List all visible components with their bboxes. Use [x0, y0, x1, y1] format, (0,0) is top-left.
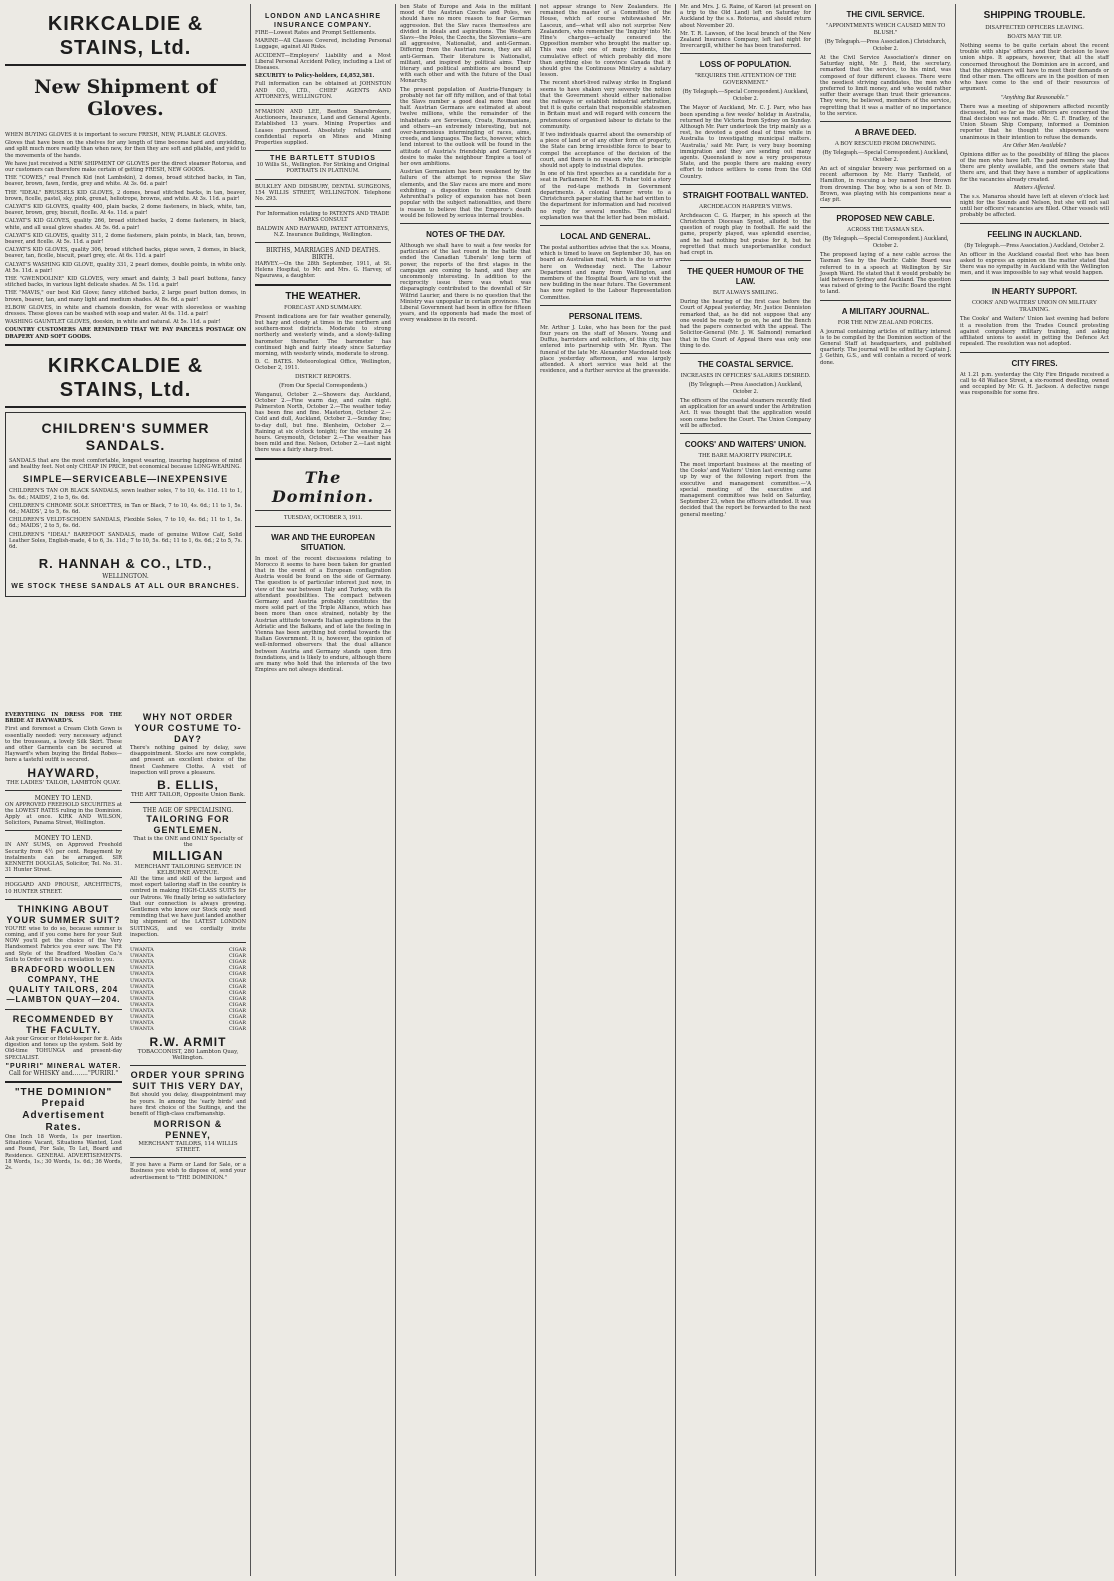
hannah-title: R. HANNAH & CO., LTD., — [38, 556, 213, 572]
law-head: THE QUEER HUMOUR OF THE LAW. — [687, 267, 804, 287]
hoggard-ad: HOGGARD AND PROUSE, ARCHITECTS, 10 HUNTER STREET. — [5, 882, 122, 895]
puriri-line: "PURIRI" MINERAL WATER. — [5, 1062, 122, 1070]
war-head: WAR AND THE EUROPEAN SITUATION. — [271, 532, 375, 552]
civil-body: At the Civil Service Association's dinner on Saturday night, Mr. J. Reid, the secretary, remarked that the service, to his mind, was composed of four different classes. There were the neediest striving candidates, the men who preferred to limit money, and who would rather suffer their average than trust their grievances. They were, he believed, members of the service, regretting that it was a matter of no importance to the service. — [820, 55, 951, 117]
shipping-sub-2: BOATS MAY TIE UP. — [1007, 34, 1062, 40]
sandal-item: CHILDREN'S VELDT-SCHOEN SANDALS, Flexible Soles, 7 to 10, 4s. 6d.; 11 to 1, 5s. 6d.; MAIDS', 2 to 5, 6s. 6d. — [9, 517, 242, 530]
money-body: ON APPROVED FREEHOLD SECURITIES at the LOWEST RATES ruling in the Dominion. Apply at once. KIRK AND WILSON, Solicitors, Panama Street, Wellington. — [5, 801, 122, 827]
armit-name: R.W. ARMIT — [149, 1035, 227, 1050]
morrison-sub: MERCHANT TAILORS, 114 WILLIS STREET. — [138, 1141, 238, 1154]
civil-head: THE CIVIL SERVICE. — [846, 10, 925, 19]
shipping-sub: DISAFFECTED OFFICERS LEAVING. — [985, 25, 1084, 31]
journal-body: A journal containing articles of military interest is to be compiled by the Dominion section of the General Staff at headquarters, and published quarterly. The journal will be edited by Captain J. J. Gethin, G.S., and will contain a record of work done. — [820, 328, 951, 366]
law-sub: BUT ALWAYS SMILING. — [712, 290, 779, 297]
article-text: not appear strange to New Zealanders. He remained the master of a Committee of the House, which of course whitewashed Mr. Lasceux, and—what will also not surprise New Zealanders, who remember the 'Inquiry' into Mr. Hine's charges—actually censured the Opposition member who brought the matter up. This was only one of many incidents, the cumulative effect of which probably did more than anything else to convince Canada that it should give the Continuous Ministry a salutary lesson. — [540, 4, 671, 79]
column-rule — [395, 4, 396, 1576]
cigar-brand: UWANTA — [130, 983, 154, 990]
personal-head: PERSONAL ITEMS. — [568, 311, 643, 321]
glove-item: CALYAT'S KID GLOVES, quality 400, plain backs, 2 dome fasteners, in black, white, tan, beaver, brown, grey, biscuit, ficelle. At 4s. 11d. a pair! — [5, 204, 246, 217]
cigar-brand: UWANTA — [130, 971, 154, 978]
weather-body: Present indications are for fair weather generally, but hazy and cloudy at times in the northern and southern-most districts. Moderate to strong northerly and westerly winds, and a slowly-falling barometer thereafter. The barometer has continued high and fairly steady since Saturday morning, with westerly winds, moderate to strong. — [255, 313, 391, 357]
local-head: LOCAL AND GENERAL. — [560, 231, 651, 241]
men-body: Opinions differ as to the possibility of filling the places of the men who have left. The paid members say that there are plenty available, and the owners state that there are, and that they have a number of applications for the vacancies already created. — [960, 151, 1109, 183]
men-head: Are Other Men Available? — [1002, 142, 1067, 149]
article-text: ben State of Europe and Asia in the militant mood of the Austrian Czechs and Poles, we should have no more reason to fear German aggression. But the Slav races themselves are divided in ideals and aspirations. The Western Slavs—the Poles, the Czechs, the Slovenians—are all aggressive, Nationalist, and anti-German. Differing from the Austrian races, they are all anti-German. Their literature is Nationalist, militant, and inspired by political aims. Their literary and political ambitions are bound up with each other and with the future of the Dual Monarchy. — [400, 4, 531, 85]
patents-firm: BALDWIN AND RAYWARD, PATENT ATTORNEYS, N.Z. Insurance Buildings, Wellington. — [256, 225, 390, 238]
special-head: THE AGE OF SPECIALISING. — [142, 807, 234, 815]
dominion-head: "THE DOMINION" — [14, 1086, 113, 1098]
tailoring-head: TAILORING FOR GENTLEMEN. — [146, 814, 230, 836]
local-body: The postal authorities advise that the s.s. Moana, which is timed to leave on September 30, has on board an Australian mail, which is due to arrive here on Wednesday next. The Labour Department and many from Wellington, and members of the Hospital Board, are to visit the new building in the near future. The Government has now replied to the Labour Representation Committee. — [540, 244, 671, 301]
cigar-label: CIGAR — [228, 983, 246, 990]
cigar-label: CIGAR — [228, 1026, 246, 1033]
cigar-label: CIGAR — [228, 989, 246, 996]
brave-sub: A BOY RESCUED FROM DROWNING. — [834, 141, 937, 148]
column-4 — [537, 4, 674, 1578]
gloves-title: New Shipment of Gloves. — [34, 76, 217, 120]
feeling-byline: (By Telegraph.—Press Association.) Auckland, October 2. — [964, 242, 1105, 249]
cable-head: PROPOSED NEW CABLE. — [836, 214, 935, 224]
patents-head: For Information relating to PATENTS AND TRADE MARKS CONSULT — [256, 211, 390, 224]
football-body: Archdeacon C. G. Harper, in his speech at the Christchurch Diocesan Synod, alluded to the question of rough play in football. He said the game, properly played, was splendid exercise, and he had nothing but praise for it, but he regretted that much unsportsmanlike conduct had crept in. — [680, 212, 811, 257]
civil-byline: (By Telegraph.—Press Association.) Christchurch, October 2. — [824, 39, 947, 52]
brave-body: An act of singular bravery was performed on a recent afternoon by Mr. Harry Tanfield, of Hamilton, in rescuing a boy named Ivor Brown from drowning. The boy, who is a son of Mr. D. Brown, was playing with his companions near a clay pit. — [820, 166, 951, 204]
dental-ad: BULKLEY AND DIDSBURY, DENTAL SURGEONS, 154 WILLIS STREET, WELLINGTON. Telephone No. 293. — [255, 183, 391, 203]
cigar-brand: UWANTA — [130, 959, 154, 966]
sandal-item: CHILDREN'S CHROME SOLE SHOETTES, in Tan or Black, 7 to 10, 4s. 6d.; 11 to 1, 5s. 6d.; MAIDS', 2 to 5, 6s. 6d. — [9, 502, 242, 515]
ellis-sub: THE ART TAILOR, Opposite Union Bank. — [130, 792, 246, 799]
cigar-brand: UWANTA — [130, 977, 154, 984]
district-sub: (From Our Special Correspondents.) — [279, 382, 367, 389]
hayward-body: First and foremost a Cream Cloth Gown is essentially needed: very necessary adjunct to the trousseau, a lovely Silk Skirt. These and other Garments can be secured at Hayward's when buying the Bridal Robes—here a tasteful outfit is secured. — [5, 726, 122, 764]
weather-head: THE WEATHER. — [285, 290, 361, 302]
column-rule — [250, 4, 251, 1576]
cigar-label: CIGAR — [228, 1020, 246, 1027]
pop-sub: "REQUIRES THE ATTENTION OF THE GOVERNMENT." — [694, 73, 797, 87]
cigar-label: CIGAR — [228, 995, 246, 1002]
article-text: Austrian Germanism has been weakened by the failure of the attempt to repress the Slav elements, and the Slav races are more and more exhibiting a disposition to combine. Count Aehrenthal's policy of expansion has not been popular with the subject nationalities, and there is reason to believe that the Emperor's death would be followed by serious internal troubles. — [400, 169, 531, 219]
money-head: MONEY TO LEND. — [34, 835, 93, 843]
article-text: The present population of Austria-Hungary is probably not far off fifty million, and of that total the Slavs number a good deal more than one half. Austrian Germans are estimated at about twelve millions, while the remainder of the inhabitants are Serovians, Croats, Roumanians, and others—an extremely interesting, but not over-harmonious intermingling of races, aims, creeds, and languages. The facts, however, which lend interest to the outlook will be found in the attitude of Austria's friendship and Germany's desire to make the neighbour Empire a tool of her own ambitions. — [400, 86, 531, 168]
rates-body: One Inch 18 Words, 1s per insertion. Situations Vacant, Situations Wanted, Lost and Found, For Sale, To Let, Board and Residence. GENERAL ADVERTISEMENTS. 18 Words, 1s.; 30 Words, 1s. 6d.; 36 Words, 2s. — [5, 1133, 122, 1171]
hannah-place: WELLINGTON. — [102, 573, 149, 581]
insurance-head: LONDON AND LANCASHIRE INSURANCE COMPANY. — [264, 13, 382, 29]
cigar-brand: UWANTA — [130, 947, 154, 954]
cigar-label: CIGAR — [228, 965, 246, 972]
article-text: In one of his first speeches as a candidate for a seat in Parliament Mr. F. M. B. Fisher told a story of the red-tape methods in Government departments. A colonial farmer wrote to a Christchurch paper stating that he had written to the department for information and had received no reply for several months. The official explanation was that the letter had been mislaid. — [540, 171, 671, 221]
mahon-ad: M'MAHON AND LEE, Beetton Sharebrokers, Auctioneers, Insurance, Land and General Agents. Established 13 years. Mining Properties and Leases purchased. Absolutely reliable and confidential reports on Mines and Mining Properties supplied. — [255, 109, 391, 147]
sandals-slogan: SIMPLE—SERVICEABLE—INEXPENSIVE — [22, 474, 229, 485]
milligan-body: All the time and skill of the largest and most expert tailoring staff in the country is centred in making HIGH-CLASS SUITS for our Patrons. We finally bring so satisfactory that our connection is always growing. Gentlemen who know our Stock only need reminding that we have just landed another big shipment of the LATEST LONDON SUITINGS, and we cordially invite inspection. — [130, 876, 246, 938]
gloves-para: We have just received a NEW SHIPMENT OF GLOVES per the direct steamer Rotorua, and our customers can therefore make certain of getting FRESH, NEW GOODS. — [5, 160, 246, 174]
milligan-sub: MERCHANT TAILORING SERVICE IN KELBURNE AVENUE. — [134, 864, 242, 877]
football-sub: ARCHDEACON HARPER'S VIEWS. — [698, 203, 793, 210]
matters-body: The s.s. Manaroa should have left at eleven o'clock last night for the Sounds and Nelson, but she will not sail until her officers' vacancies are filled. Other vessels will probably be affected. — [960, 193, 1109, 219]
gloves-para: Gloves that have been on the shelves for any length of time become hard and unyielding, and split much more readily than when new, for then they are soft and pliable, and yield to the movements of the hands. — [5, 140, 246, 159]
cooks-head: COOKS' AND WAITERS' UNION. — [684, 439, 807, 449]
glove-item: CALYAT'S WASHING KID GLOVE, quality 331, 2 pearl domes, double points, in white only. At 5s. 11d. a pair! — [5, 261, 246, 274]
kirkcaldie-title: KIRKCALDIE & STAINS, Ltd. — [47, 13, 204, 59]
glove-item: WASHING GAUNTLET GLOVES, doeskin, in white and natural. At 5s. 11d. a pair! — [5, 319, 221, 326]
insurance-footer: Full information can be obtained at JOHNSTON AND CO., LTD., CHIEF AGENTS AND ATTORNEYS, WELLINGTON. — [255, 81, 391, 100]
journal-sub: FOR THE NEW ZEALAND FORCES. — [837, 319, 934, 326]
morrison-name: MORRISON & PENNEY, — [153, 1119, 223, 1141]
fires-head: CITY FIRES. — [1011, 358, 1058, 368]
law-body: During the hearing of the first case before the Court of Appeal yesterday, Mr. Justice Denniston remarked that, as he did not suppose that any one would be ready to go on, he and the Bench had the papers connected with the appeal. The Solicitor-General (Mr. J. W. Salmond) remarked that in the Court of Appeal there was only one thing to do. — [680, 299, 811, 349]
cigar-brand: UWANTA — [130, 1026, 154, 1033]
weather-sub: FORECAST AND SUMMARY. — [284, 304, 362, 311]
kirkcaldie-title-2: KIRKCALDIE & STAINS, Ltd. — [47, 354, 204, 401]
ellis-name: B. ELLIS, — [157, 778, 219, 793]
hannah-note: WE STOCK THESE SANDALS AT ALL OUR BRANCHES. — [11, 583, 240, 591]
prepaid-head: Prepaid Advertisement Rates. — [22, 1097, 105, 1133]
insurance-line: ACCIDENT—Employers' Liability and a Most Liberal Personal Accident Policy, including a List of Diseases. — [255, 52, 391, 72]
cigar-brand: UWANTA — [130, 1020, 154, 1027]
feeling-head: FEELING IN AUCKLAND. — [987, 229, 1082, 239]
sandal-item: CHILDREN'S TAN OR BLACK SANDALS, sewn leather soles, 7 to 10, 4s. 11d. 11 to 1, 5s. 6d.; MAIDS', 2 to 5, 6s. 6d. — [9, 488, 242, 501]
spring-head: ORDER YOUR SPRING SUIT THIS VERY DAY, — [130, 1070, 246, 1092]
column-3 — [397, 4, 534, 1578]
small-ads-left — [2, 712, 125, 1576]
bmd-head: BIRTHS, MARRIAGES AND DEATHS. — [265, 247, 381, 255]
glove-item: CALYAT'S KID GLOVES, quality 311, 2 dome fasteners, plain points, in black, tan, brown, beaver, and ficelle. At 5s. 11d. a pair! — [5, 232, 246, 246]
cigar-ad — [130, 947, 246, 1032]
glove-item: ELBOW GLOVES, in white and chamois doeskin, for wear with sleeveless or washing dresses. These gloves can be washed with soap and water. At 6s. 11d. a pair! — [5, 304, 246, 318]
notes-head: NOTES OF THE DAY. — [426, 229, 505, 239]
football-head: STRAIGHT FOOTBALL WANTED. — [682, 190, 809, 200]
cooks-sub: THE BARE MAJORITY PRINCIPLE. — [698, 452, 793, 459]
support-head: IN HEARTY SUPPORT. — [991, 287, 1078, 297]
puriri-call: Call for WHISKY and........"PURIRI." — [8, 1069, 119, 1077]
support-sub: COOKS' AND WAITERS' UNION ON MILITARY TRAINING. — [971, 300, 1098, 314]
fires-body: At 1.21 p.m. yesterday the City Fire Brigade received a call to 48 Wallace Street, a six-roomed dwelling, owned and occupied by Mr. G. H. Jackson. A defective range was responsible for some fire. — [960, 371, 1109, 397]
article-text: Mr. and Mrs. J. G. Raine, of Karori (at present on a trip to the Old Land) left on Saturday for Auckland by the s.s. Rotorua, and should return about November 20. — [680, 4, 811, 29]
cable-body: The proposed laying of a new cable across the Tasman Sea by the Pacific Cable Board was referred to in a speech at Wellington by Sir Joseph Ward. He stated that it would probably be laid between Sydney and Auckland. The question was raised of giving to the Pacific Board the right to land. — [820, 252, 951, 296]
coastal-head: THE COASTAL SERVICE. — [697, 359, 794, 369]
bartlett-head: THE BARTLETT STUDIOS — [270, 155, 376, 163]
sandals-title: SANDALS. — [85, 436, 166, 453]
farm-note: If you have a Farm or Land for Sale, or a Business you wish to dispose of, send your advertisement to "THE DOMINION." — [130, 1162, 246, 1181]
notes-body: Although we shall have to wait a few weeks for particulars of the last round in the battle that ended the Canadian 'Liberals' long term of power, the reports of the first stages in the campaign are coming to hand, and they are uncommonly interesting. In addition to the reciprocity issue there was what was disparagingly contributed to the downfall of Sir Wilfrid Laurier, and there is no question that the Ministry was unpopular in certain provinces. The Liberal Government had been in office for fifteen years, and its opponents had made the most of every weakness in its record. — [400, 242, 531, 324]
matters-head: Matters Affected. — [1013, 184, 1056, 191]
column-7 — [957, 4, 1112, 1578]
cable-byline: (By Telegraph.—Special Correspondent.) Auckland, October 2. — [822, 236, 949, 250]
dateline: TUESDAY, OCTOBER 3, 1911. — [283, 514, 363, 521]
sandals-intro: SANDALS that are the most comfortable, longest wearing, insuring happiness of mind and healthy feet. Not only CHEAP IN PRICE, but economical because LONG-WEARING. — [9, 457, 242, 471]
brave-byline: (By Telegraph.—Special Correspondent.) Auckland, October 2. — [822, 150, 949, 164]
coastal-body: The officers of the coastal steamers recently filed an application for an award under the Arbitration Act. It was thought that the application would soon come before the Court. The Union Company will be affected. — [680, 397, 811, 429]
personal-body: Mr. Arthur J. Luke, who has been for the past four years on the staff of Messrs. Young and Duffus, barristers and solicitors, of this city, has entered into partnership with Mr. Ryan. The funeral of the late Mr. Alexander Macdonald took place yesterday afternoon, and was largely attended. A short service was held at the residence, and a further service at the graveside. — [540, 324, 671, 375]
glove-item: CALYAT'S KID GLOVES, quality 266, broad stitched backs, 2 dome fasteners, in black, white, and all usual glove shades. At 5s. 6d. a pair! — [5, 218, 246, 231]
milligan-intro: That is the ONE and ONLY Specialty of the — [133, 836, 243, 849]
cable-sub: ACROSS THE TASMAN SEA. — [847, 227, 924, 234]
column-rule — [955, 4, 956, 1576]
article-text: If two individuals quarrel about the ownership of a piece of land or of any other form of property, the State can bring irresistible force to bear to compel the acceptance of the decision of the court, and there is no reason why the principle should not apply to industrial disputes. — [540, 132, 671, 170]
sandals-title: CHILDREN'S SUMMER — [41, 419, 210, 436]
district-body: Wanganui, October 2.—Showers day. Auckland, October 2.—Fine warm day, and calm night. Palmerston North, October 2.—The weather today has been fine and fine. Masterton, October 2.—Cold and dull, Auckland, October 2.—Sunday fine; to-day dull, but fine. Blenheim, October 2.—Raining at six o'clock tonight; for the ensuing 24 hours. Greymouth, October 2.—The weather has been mild and fine. Nelson, October 2.—Last night there was a fairly sharp frost. — [255, 391, 391, 454]
pop-byline: (By Telegraph.—Special Correspondent.) Auckland, October 2. — [682, 89, 809, 103]
sandals-ad — [5, 412, 246, 597]
money-body: IN ANY SUMS, on Approved Freehold Security from 4½ per cent. Repayment by instalments can be arranged. SIR KENNETH DOUGLAS, Solicitor, Tel. No. 31. 31 Hunter Street. — [5, 842, 122, 874]
coastal-sub: INCREASES IN OFFICERS' SALARIES DESIRED. — [680, 372, 811, 379]
cigar-label: CIGAR — [228, 959, 246, 966]
anything-head: "Anything But Reasonable." — [1000, 94, 1069, 101]
cigar-label: CIGAR — [228, 1007, 246, 1014]
district-head: DISTRICT REPORTS. — [295, 373, 351, 380]
column-6 — [817, 4, 954, 1578]
gloves-intro: WHEN BUYING GLOVES it is important to secure FRESH, NEW, PLIABLE GLOVES. — [5, 132, 227, 138]
war-body: In most of the recent discussions relating to Morocco it seems to have been taken for granted that in the event of a European conflagration Austria would be found on the side of Germany. The question is of particular interest just now, in view of the war between Italy and Turkey, with its attendant possibilities. The compact between Germany and Austria probably constitutes the more solid part of the Triple Alliance, which has been more than once strained, notably by the Austrian attitude towards Italian aspirations in the Adriatic and the Balkans, and of late the feeling in Vienna has been anything but cordial towards the Italian Government. It is, however, the opinion of well-informed observers that the dual alliance between Austria and Germany stands upon firm foundations, and is likely to endure, although there are many who hold that the interests of the two Empires are not always identical. — [255, 555, 391, 674]
weather-sig: D. C. BATES. Meteorological Office, Wellington, October 2, 1911. — [255, 359, 391, 372]
glove-item: THE "MAVIS," our best Kid Glove; fancy stitched backs, 2 large pearl button domes, in brown, beaver, tan, and many light and medium shades. At 8s. 6d. a pair! — [5, 290, 246, 303]
insurance-line: SECURITY to Policy-holders, £4,852,381. — [255, 73, 375, 80]
anything-body: There was a meeting of shipowners affected recently discussed, but so far as the officers are concerned the final decision was not made. Mr. C. F. Bradley, of the Union Steam Ship Company, informed a Dominion reporter that he thought the shipowners were unanimous in their intention to refuse the demands. — [960, 103, 1109, 141]
costume-body: There's nothing gained by delay, save disappointment. Stocks are now complete, and present an excellent choice of the finest Cashmere Cloths. A visit of inspection will prove a pleasure. — [130, 745, 246, 776]
pop-head: LOSS OF POPULATION. — [699, 60, 792, 70]
costume-head: WHY NOT ORDER YOUR COSTUME TO-DAY? — [134, 712, 242, 744]
cigar-label: CIGAR — [228, 1001, 246, 1008]
civil-sub: "APPOINTMENTS WHICH CAUSED MEN TO BLUSH." — [825, 23, 946, 36]
hayward-sub: THE LADIES' TAILOR, LAMBTON QUAY. — [6, 779, 121, 786]
cigar-brand: UWANTA — [130, 1001, 154, 1008]
cigar-label: CIGAR — [228, 977, 246, 984]
coastal-byline: (By Telegraph.—Press Association.) Auckland, October 2. — [688, 381, 803, 395]
glove-item: THE "GWENDOLINE" KID GLOVES, very smart and dainty, 3 ball pearl buttons, fancy stitched backs, in various light delicate shades. At 5s. 11d. a pair! — [5, 276, 246, 289]
cigar-label: CIGAR — [228, 947, 246, 954]
column-rule — [675, 4, 676, 1576]
shipping-body: Nothing seems to be quite certain about the recent trouble with ships' officers and their decision to leave union ships. It appears, however, that all the staff concerned throughout the Dominion are in accord, and that the shipowners will have to meet their demands or find other men. The officers are in the position of men who have come to the end of their resources of argument. — [960, 43, 1109, 93]
insurance-line: FIRE—Lowest Rates and Prompt Settlements. — [255, 30, 377, 36]
article-text: The recent short-lived railway strike in England seems to have shaken very severely the notion that the Government should either nationalise the railways or establish industrial arbitration, but it is quite certain that responsible statesmen in Britain must and will regard with concern the pretensions of organised labour to dictate to the community. — [540, 80, 671, 130]
cigar-brand: UWANTA — [130, 995, 154, 1002]
cigar-label: CIGAR — [228, 1014, 246, 1021]
country-note: COUNTRY CUSTOMERS ARE REMINDED THAT WE PAY PARCELS POSTAGE ON DRAPERY AND SOFT GOODS. — [5, 327, 246, 340]
milligan-name: MILLIGAN — [152, 848, 224, 864]
bradford-ad: BRADFORD WOOLLEN COMPANY, THE QUALITY TAILORS, 204—LAMBTON QUAY—204. — [6, 965, 121, 1005]
feeling-body: An officer in the Auckland coastal fleet who has been asked to express an opinion on the matter stated that there was no sympathy in Auckland with the Wellington men, and it was impossible to say what would happen. — [960, 251, 1109, 277]
insurance-line: MARINE—All Classes Covered, including Personal Luggage, against All Risks. — [255, 38, 391, 51]
money-head: MONEY TO LEND. — [34, 794, 93, 802]
glove-item: THE "COWES," real French Kid (not Lambskin), 2 domes, broad stitched backs, in Tan, beaver, brown, fawn, ferdie, grey and white. At 3s. 6d. a pair! — [5, 175, 246, 188]
summer-head: THINKING ABOUT YOUR SUMMER SUIT? — [6, 903, 121, 925]
birth-head: BIRTH. — [311, 254, 335, 262]
brave-head: A BRAVE DEED. — [854, 128, 917, 138]
column-2 — [252, 4, 394, 1578]
birth-body: HARVEY.—On the 28th September, 1911, at St. Helens Hospital, to Mr. and Mrs. G. Harvey, of Ngaurawa, a daughter. — [255, 261, 391, 280]
armit-sub: TOBACCONIST, 280 Lambton Quay, Wellington. — [137, 1049, 239, 1062]
glove-item: CALYAT'S KID GLOVES, quality 306, broad stitched backs, pique sewn, 2 domes, in black, beaver, tan, ficelle, biscuit, pearl grey, etc. At 6s. 11d. a pair! — [5, 247, 246, 260]
hayward-name: HAYWARD, — [27, 765, 100, 780]
spring-body: But should you delay, disappointment may be yours. In among the 'early birds' and have first choice of the Suitings, and the benefit of High-class craftsmanship. — [130, 1092, 246, 1117]
shipping-head: SHIPPING TROUBLE. — [983, 10, 1086, 21]
journal-head: A MILITARY JOURNAL. — [841, 306, 930, 316]
kirkcaldie-ads — [2, 4, 249, 709]
glove-list — [5, 175, 246, 325]
hayward-intro: EVERYTHING IN DRESS FOR THE BRIDE AT HAYWARD'S. — [5, 712, 122, 725]
bartlett-body: 10 Willis St., Wellington. For Striking and Original PORTRAITS IN PLATINUM. — [256, 162, 390, 175]
summer-body: YOU'RE wise to do so, because summer is coming, and if you come here for your Suit NOW you'll get the choice of the Very Handsomest Fabrics you ever saw. The Fit and Style of the Bradford Woollen Co.'s Suits to Order will be a revelation to you. — [5, 925, 122, 963]
faculty-head: RECOMMENDED BY THE FACULTY. — [12, 1014, 115, 1036]
glove-item: THE "IDEAL" BRUSSELS KID GLOVES, 2 domes, broad stitched backs, in tan, beaver, brown, ficelle, pastel, sky, pink, grenat, heliotrope, browns, and white. At 3s. 11d. a pair! — [5, 189, 246, 202]
article-text: Mr. T. R. Lawson, of the local branch of the New Zealand Insurance Company, left last night for Invercargill, whither he has been transferred. — [680, 30, 811, 50]
cigar-brand: UWANTA — [130, 1014, 154, 1021]
cigar-label: CIGAR — [228, 971, 246, 978]
cigar-brand: UWANTA — [130, 953, 154, 960]
faculty-body: Ask your Grocer or Hotel-keeper for it. Aids digestion and tones up the system. Sold by Old-time TOHUNGA and present-day SPECIALIST. — [5, 1036, 122, 1061]
column-5 — [677, 4, 814, 1578]
cigar-brand: UWANTA — [130, 1007, 154, 1014]
column-rule — [535, 4, 536, 1576]
cooks-body: The most important business at the meeting of the Cooks' and Waiters' Union last evening came up by way of the following report from the executive and management committee.—'A special meeting of the executive and management committee was held on Saturday, September 23, when the officers attended. It was decided that the report be forwarded to the next general meeting.' — [680, 461, 811, 518]
pop-body: The Mayor of Auckland, Mr. C. J. Parr, who has been spending a few weeks' holiday in Australia, returned by the Victoria from Sydney on Sunday. Although Mr. Parr undertook the trip mainly as a rest, he devoted a good deal of time while in Australia to investigating municipal matters. 'Australia,' said Mr. Parr, is very busy booming immigration and they are sending out many agents. Queensland is now a very prosperous State, and the people there are making every effort to induce settlers to come from the Old Country. — [680, 105, 811, 180]
support-body: The Cooks' and Waiters' Union last evening had before it a resolution from the Trades Council protesting against compulsory military training, and asking affiliated unions to assist in getting the Defence Act repealed. The resolution was not adopted. — [960, 316, 1109, 348]
sandal-item: CHILDREN'S "IDEAL" BAREFOOT SANDALS, made of genuine Willow Calf, Solid Leather Soles, English-made, 4 to 6, 3s. 11d.; 7 to 10, 5s. 6d.; 11 to 1, 6s. 6d.; 2 to 5, 7s. 6d. — [9, 531, 242, 550]
cigar-label: CIGAR — [228, 953, 246, 960]
masthead: The Dominion. — [271, 467, 375, 506]
cigar-brand: UWANTA — [130, 965, 154, 972]
column-rule — [815, 4, 816, 1576]
cigar-brand: UWANTA — [130, 989, 154, 996]
small-ads-right — [127, 712, 249, 1576]
